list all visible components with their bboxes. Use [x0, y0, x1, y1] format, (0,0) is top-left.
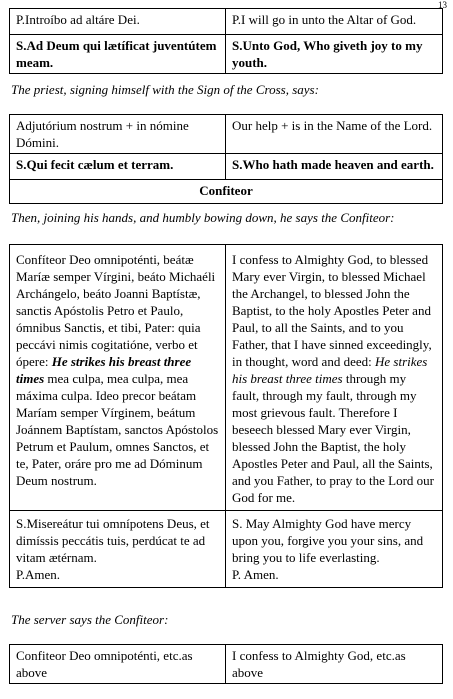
- latin-cell: S.Qui fecit cælum et terram.: [10, 154, 226, 180]
- latin-text: Confíteor Deo omnipoténti, beátæ Maríæ semper Vírgini, beáto Michaéli Archángelo, beáto Joanni Baptístæ, sanctis Apóstolis Petro et Paulo, ómnibus Sanctis, et tibi, Pater: quia peccávi nimis cogitatióne, verbo et ópere:: [16, 252, 216, 369]
- latin-cell: [10, 511, 226, 588]
- rubric-server: The server says the Confiteor:: [11, 612, 169, 627]
- page-number: 13: [438, 0, 447, 10]
- rubric-sign-of-cross: The priest, signing himself with the Sign of the Cross, says:: [11, 82, 319, 97]
- table-opening-versicles: [9, 8, 443, 74]
- english-cell: [226, 511, 443, 588]
- table-row: [10, 645, 443, 684]
- english-cell: Our help + is in the Name of the Lord.: [226, 115, 443, 154]
- latin-amen: P.Amen.: [16, 567, 61, 582]
- latin-cell: S.Ad Deum qui lætíficat juventútem meam.: [10, 35, 226, 74]
- table-adjutorium: [9, 114, 443, 204]
- table-row: [10, 115, 443, 154]
- latin-cell: Adjutórium nostrum + in nómine Dómini.: [10, 115, 226, 154]
- table-server-confiteor: [9, 644, 443, 684]
- table-row: [10, 35, 443, 74]
- latin-cell: Confiteor Deo omnipoténti, etc.as above: [10, 645, 226, 684]
- table-row: [10, 511, 443, 588]
- english-rubric: He strikes his breast three times: [232, 354, 428, 386]
- latin-cell: P.Introíbo ad altáre Dei.: [10, 9, 226, 35]
- english-cell: S.Unto God, Who giveth joy to my youth.: [226, 35, 443, 74]
- english-text: S. May Almighty God have mercy upon you, forgive you your sins, and bring you to life everlasting.: [232, 516, 424, 565]
- english-amen: P. Amen.: [232, 567, 279, 582]
- table-row: [10, 9, 443, 35]
- english-cell: [226, 245, 443, 511]
- table-row: [10, 245, 443, 511]
- table-confiteor: [9, 244, 443, 588]
- latin-text: S.Misereátur tui omnípotens Deus, et dimíssis peccátis tuis, perdúcat te ad vitam ætérnam.: [16, 516, 210, 565]
- english-cell: I confess to Almighty God, etc.as above: [226, 645, 443, 684]
- english-text: I confess to Almighty God, to blessed Mary ever Virgin, to blessed Michael the Archangel, to blessed John the Baptist, to the holy Apostles Peter and Paul, to all the Saints, and to you Father, that I have sinned exceedingly, in thought, word and deed:: [232, 252, 432, 369]
- english-text: through my fault, through my fault, through my most grievous fault. Therefore I beseech blessed Mary ever Virgin, blessed John the Baptist, the holy Apostles Peter and Paul, all the Saints, and you Father, to pray to the Lord our God for me.: [232, 371, 435, 505]
- section-heading: Confiteor: [10, 180, 443, 204]
- english-cell: P.I will go in unto the Altar of God.: [226, 9, 443, 35]
- latin-cell: [10, 245, 226, 511]
- table-row: [10, 180, 443, 204]
- rubric-joining-hands: Then, joining his hands, and humbly bowing down, he says the Confiteor:: [11, 210, 395, 225]
- table-row: [10, 154, 443, 180]
- latin-text: mea culpa, mea culpa, mea máxima culpa. Ideo precor beátam Maríam semper Vírginem, beátum Joánnem Baptístam, sanctos Apóstolos Petrum et Paulum, omnes Sanctos, et te, Pater, oráre pro me ad Dóminum Deum nostrum.: [16, 371, 219, 488]
- latin-rubric: He strikes his breast three times: [16, 354, 192, 386]
- english-cell: S.Who hath made heaven and earth.: [226, 154, 443, 180]
